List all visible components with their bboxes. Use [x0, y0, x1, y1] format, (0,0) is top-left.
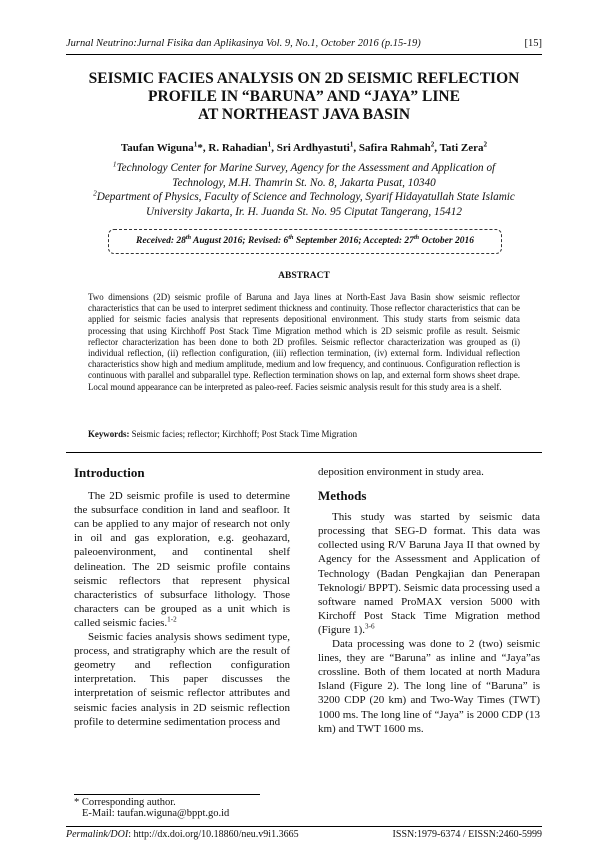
title-line-2: PROFILE IN “BARUNA” AND “JAYA” LINE [148, 88, 460, 105]
right-column [318, 465, 540, 736]
introduction-paragraph-1: The 2D seismic profile is used to determine the subsurface condition in land and seafloor. It can be applied to any major of research not only in oil and gas exploration, e.g. geohazard, paleoenvironment, and continental shelf delineation. The 2D seismic profile contains seismic reflectors that represent physical characteristics of subsurface lithology. Those characters can be grouped as a unit which is called seismic facies.$^{1-2}$ [74, 490, 290, 629]
running-header [66, 38, 542, 49]
title-line-1: SEISMIC FACIES ANALYSIS ON 2D SEISMIC REFLECTION [88, 70, 520, 87]
title-line-3: AT NORTHEAST JAVA BASIN [197, 106, 411, 123]
paper-title [66, 70, 542, 124]
abstract-rule [66, 452, 542, 453]
footnote [74, 797, 229, 819]
submission-dates: Received: 28th August 2016; Revised: 6th September 2016; Accepted: 27th October 2016 [108, 229, 502, 254]
methods-paragraph-2: Data processing was done to 2 (two) seismic lines, they are “Baruna” as inline and “Jaya”as crossline. Both of them located at north Madura Island (Figure 2). The long line of “Baruna” is 3200 CDP (20 km) and Two-Way Times (TWT) 1000 ms. The long line of “Jaya” is 2000 CDP (13 km) and TWT 1600 ms. [318, 638, 540, 735]
author-1: Taufan Wiguna [120, 142, 194, 154]
author-5: Tati Zera [439, 142, 484, 154]
author-2: R. Rahadian [208, 142, 268, 154]
introduction-section [74, 466, 290, 729]
methods-paragraph-1: This study was started by seismic data processing that SEG-D format. This data was collected using R/V Baruna Jaya II that owned by Agency for the Assessment and Application of Technology (Badan Pengkajian dan Penerapan Teknologi/ BPPT). Seismic data processing used a software named ProMAX version 5000 with Kirchoff Post Stack Time Migration method (Figure 1).$^{3-6}$ [318, 511, 540, 636]
footer-rule [66, 826, 542, 827]
journal-citation: Jurnal Neutrino:Jurnal Fisika dan Aplikasinya Vol. 9, No.1, October 2016 (p.15-19) [66, 38, 421, 49]
introduction-paragraph-2: Seismic facies analysis shows sediment type, process, and stratigraphy which are the result of geometry and reflection configuration interpretation. This paper discusses the interpretation of seismic reflector attributes and seismic facies analysis in 2D seismic reflection profile to determine sedimentation process and [74, 631, 290, 728]
introduction-continuation: deposition environment in study area. [318, 466, 484, 478]
affiliations: $^1$Technology Center for Marine Survey, Agency for the Assessment and Application of Technology, M.H. Thamrin St. No. 8, Jakarta Pusat, 10340 $^2$Department of Physics, Faculty of Science and Technology, Syarif Hidayatullah State Islamic University Jakarta, Ir. H. Juanda St. No. 95 Ciputat Tangerang, 15412 [66, 161, 542, 219]
methods-heading: Methods [318, 488, 367, 504]
introduction-heading: Introduction [74, 465, 145, 480]
doi-link[interactable]: : http://dx.doi.org/10.18860/neu.v9i1.3665 [128, 829, 299, 840]
header-rule [66, 54, 542, 55]
page-footer: Permalink/DOI: http://dx.doi.org/10.18860/neu.v9i1.3665 ISSN:1979-6374 / EISSN:2460-5999 [66, 829, 542, 840]
author-4: Safira Rahmah [358, 142, 431, 154]
author-3: Sri Ardhyastuti [276, 142, 350, 154]
author-list: Taufan Wiguna$^1$*, R. Rahadian$^1$, Sri Ardhyastuti$^1$, Safira Rahmah$^2$, Tati Zera$^2$ [120, 140, 488, 154]
abstract-heading: ABSTRACT [278, 271, 330, 281]
issn: ISSN:1979-6374 / EISSN:2460-5999 [392, 829, 542, 840]
page-number: [15] [524, 38, 542, 49]
affiliation-2: $^2$Department of Physics, Faculty of Science and Technology, Syarif Hidayatullah State Islamic [93, 189, 515, 203]
affiliation-1: $^1$Technology Center for Marine Survey, Agency for the Assessment and Application of [112, 160, 496, 174]
keywords: Keywords: Seismic facies; reflector; Kirchhoff; Post Stack Time Migration [88, 429, 358, 439]
author-email: E-Mail: taufan.wiguna@bppt.go.id [82, 808, 230, 819]
footnote-rule [74, 794, 260, 795]
corresponding-author: * Corresponding author. [74, 797, 176, 808]
abstract-text: Two dimensions (2D) seismic profile of Baruna and Jaya lines at North-East Java Basin show seismic reflector characteristics that can be used to interpret sediment thickness and continuity. Those reflector characteristics that can be applied for seismic facies analysis that represents depositional environment. This study starts from seismic data processing that using Kirchhoff Post Stack Time Migration method which is 2D seismic profile as result. Seismic reflector characterization has been done to both 2D profiles. Seismic reflector characterization was grouped as (i) individual reflection, (ii) reflection configuration, (iii) reflection termination, (iv) external form. Individual reflection characteristics show high and medium amplitude, medium and low frequency, and continuous. Configuration reflection is continuous with parallel and subparallel type. Reflection termination shows on lap, and external form shows sheet drape. Local mound appearance can be interpreted as paleo-reef. Facies seismic analysis result for this study area is a shelf. [88, 292, 520, 392]
